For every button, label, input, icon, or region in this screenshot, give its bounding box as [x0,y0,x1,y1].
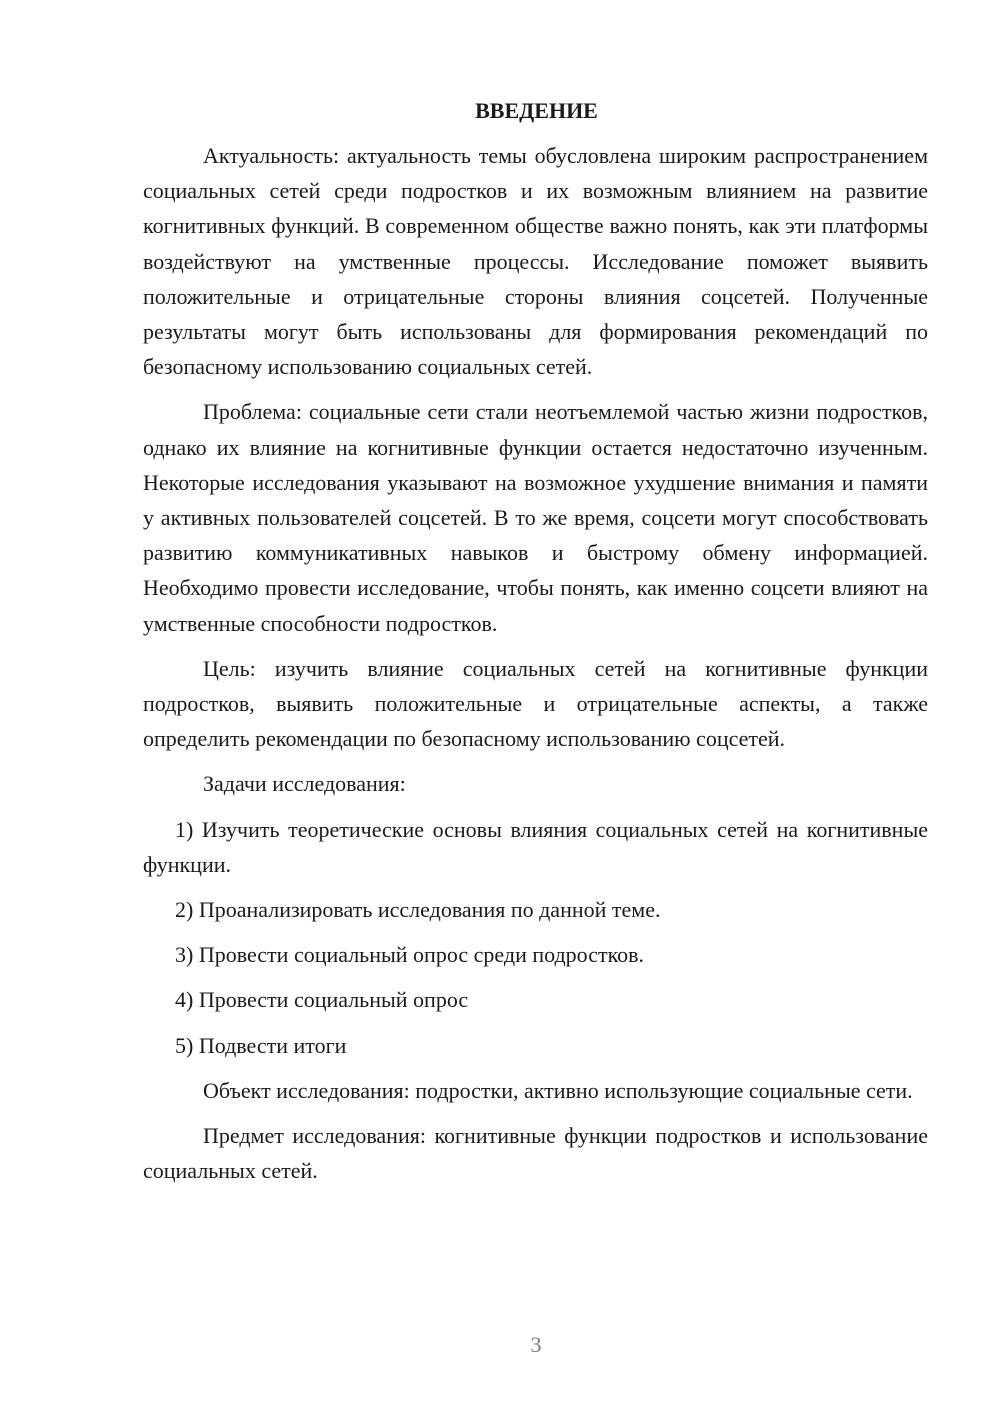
paragraph-relevance: Актуальность: актуальность темы обусловлена широким распространением социальных сетей среди подростков и их возможным влиянием на развитие когнитивных функций. В современном обществе важно понять, как эти платформы воздействуют на умственные процессы. Исследование поможет выявить положительные и отрицательные стороны влияния соцсетей. Полученные результаты могут быть использованы для формирования рекомендаций по безопасному использованию социальных сетей. [143,143,928,380]
page-number: 3 [530,1332,542,1357]
task-item-1: 1) Изучить теоретические основы влияния социальных сетей на когнитивные функции. [143,816,928,877]
task-item-5: 5) Подвести итоги [175,1032,347,1058]
paragraph-object: Объект исследования: подростки, активно использующие социальные сети. [203,1077,913,1103]
paragraph-problem: Проблема: социальные сети стали неотъемлемой частью жизни подростков, однако их влияние на когнитивные функции остается недостаточно изученным. Некоторые исследования указывают на возможное ухудшение внимания и памяти у активных пользователей соцсетей. В то же время, соцсети могут способствовать развитию коммуникативных навыков и быстрому обмену информацией. Необходимо провести исследование, чтобы понять, как именно соцсети влияют на умственные способности подростков. [143,399,928,636]
task-item-4: 4) Провести социальный опрос [175,987,469,1013]
tasks-heading: Задачи исследования: [203,771,406,797]
page-title: ВВЕДЕНИЕ [475,98,598,123]
document-page [143,96,928,1188]
paragraph-goal: Цель: изучить влияние социальных сетей на когнитивные функции подростков, выявить положительные и отрицательные аспекты, а также определить рекомендации по безопасному использованию соцсетей. [143,655,928,752]
task-item-3: 3) Провести социальный опрос среди подростков. [175,942,645,968]
paragraph-subject: Предмет исследования: когнитивные функции подростков и использование социальных сетей. [143,1123,928,1184]
task-item-2: 2) Проанализировать исследования по данной теме. [175,897,661,923]
